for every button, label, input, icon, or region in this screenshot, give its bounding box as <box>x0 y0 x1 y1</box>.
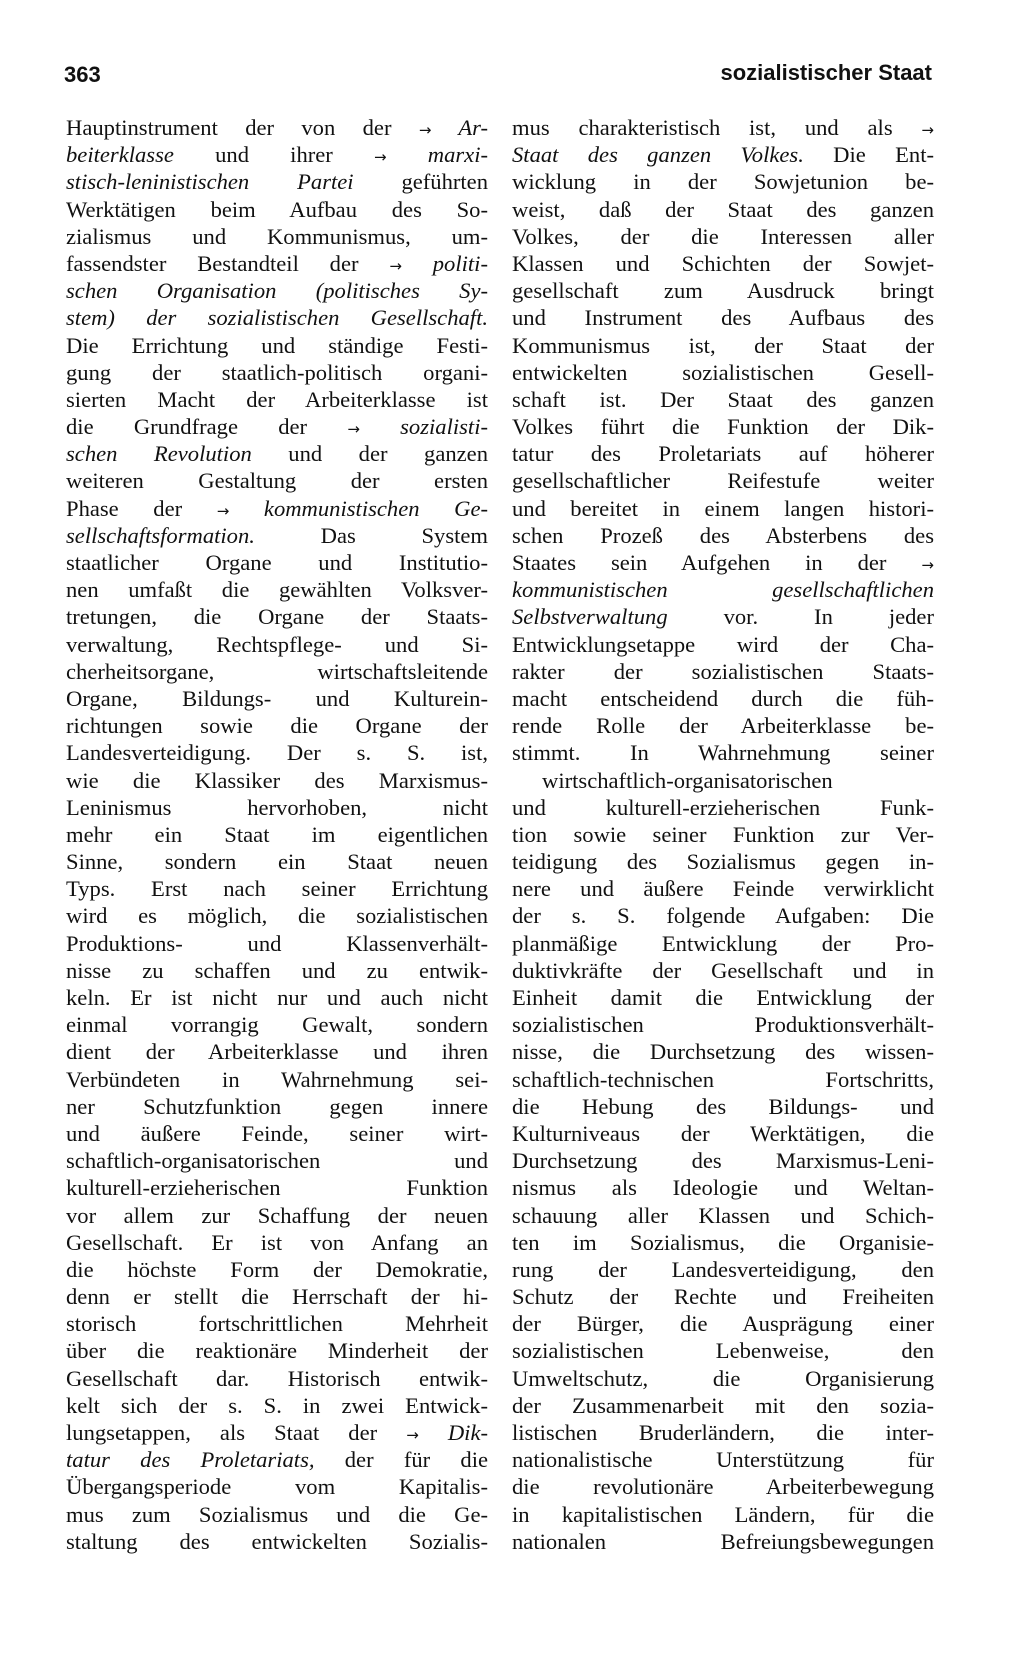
text-run: Entwicklungsetappe wird der Cha- <box>512 631 934 657</box>
text-run: vor. In jeder <box>667 604 934 630</box>
text-run: und ihrer <box>173 142 374 168</box>
text-line <box>66 767 488 794</box>
text-run: wirtschaftlich-organisatorischen <box>542 767 833 793</box>
text-run: schen Organisation (politisches Sy- <box>66 278 488 304</box>
text-line <box>512 1202 934 1229</box>
page-number: 363 <box>64 62 101 87</box>
text-line <box>512 1093 934 1120</box>
text-run: Hauptinstrument der von der <box>66 115 419 140</box>
text-line <box>66 1011 488 1038</box>
text-line <box>512 767 934 794</box>
text-line <box>512 495 934 522</box>
text-line <box>66 467 488 494</box>
arrow-icon: → <box>406 1426 419 1444</box>
text-run: sozialistischen Lebenweise, den <box>512 1338 934 1364</box>
text-run: beiterklasse <box>66 142 174 168</box>
text-run: fassendster Bestandteil der <box>66 250 390 276</box>
text-run: geführten <box>353 169 489 195</box>
text-line <box>66 1501 488 1528</box>
text-line <box>512 522 934 549</box>
text-line <box>512 984 934 1011</box>
text-column-right <box>512 114 934 1555</box>
text-line <box>512 957 934 984</box>
text-run: Landesverteidigung. Der s. S. ist, <box>66 740 488 766</box>
text-run: ner Schutzfunktion gegen innere <box>66 1093 488 1119</box>
arrow-icon: → <box>418 121 432 139</box>
text-line <box>66 1256 488 1283</box>
text-line <box>66 1229 488 1256</box>
text-line <box>512 440 934 467</box>
arrow-icon: → <box>921 121 934 139</box>
text-run: und bereitet in einem langen histori- <box>512 495 934 521</box>
text-run: Kulturniveaus der Werktätigen, die <box>512 1120 934 1146</box>
text-run: Leninismus hervorhoben, nicht <box>66 794 488 820</box>
text-run: Typs. Erst nach seiner Errichtung <box>66 876 488 902</box>
text-run: sellschaftsformation. <box>66 522 255 548</box>
text-run: schaft ist. Der Staat des ganzen <box>512 386 934 412</box>
text-line <box>512 1283 934 1310</box>
text-run: kelt sich der s. S. in zwei Entwick- <box>66 1392 488 1418</box>
text-line <box>512 603 934 630</box>
text-line <box>66 277 488 304</box>
text-line <box>66 1473 488 1500</box>
text-line <box>512 1419 934 1446</box>
text-line <box>512 1337 934 1364</box>
text-run: nere und äußere Feinde verwirklicht <box>512 876 934 902</box>
text-line <box>512 658 934 685</box>
text-line <box>512 141 934 168</box>
text-line <box>66 1392 488 1419</box>
text-line <box>66 930 488 957</box>
text-line <box>512 576 934 603</box>
text-run: stem) der sozialistischen Gesellschaft. <box>66 305 488 331</box>
text-run: weiteren Gestaltung der ersten <box>66 468 488 494</box>
text-run: und kulturell-erzieherischen Funk- <box>512 794 934 820</box>
text-line <box>66 1365 488 1392</box>
text-line <box>66 1038 488 1065</box>
text-run: macht entscheidend durch die füh- <box>512 685 934 711</box>
text-run: Die Ent- <box>803 142 934 168</box>
text-line <box>66 821 488 848</box>
text-run: mus charakteristisch ist, und als <box>512 115 922 140</box>
text-run: nationalistische Unterstützung für <box>512 1447 934 1473</box>
text-run: denn er stellt die Herrschaft der hi- <box>66 1284 488 1310</box>
text-run: und der ganzen <box>251 441 488 467</box>
text-line <box>512 1011 934 1038</box>
text-line <box>66 332 488 359</box>
text-run: listischen Bruderländern, die inter- <box>512 1420 934 1445</box>
text-line <box>66 196 488 223</box>
text-run: Verbündeten in Wahrnehmung sei- <box>66 1066 488 1092</box>
text-line <box>512 794 934 821</box>
text-run: staatlicher Organe und Institutio- <box>66 550 488 575</box>
text-line <box>66 712 488 739</box>
text-line <box>512 413 934 440</box>
text-line <box>66 1446 488 1473</box>
text-run: nisse zu schaffen und zu entwik- <box>66 957 488 983</box>
arrow-icon: → <box>216 501 230 520</box>
text-run: nisse, die Durchsetzung des wissen- <box>512 1039 934 1065</box>
text-run: die Hebung des Bildungs- und <box>512 1093 934 1119</box>
text-run: Gesellschaft. Er ist von Anfang an <box>66 1229 488 1255</box>
text-run: Durchsetzung des Marxismus-Leni- <box>512 1148 934 1174</box>
text-run: Dik- <box>418 1420 488 1445</box>
text-line <box>66 875 488 902</box>
text-line <box>512 1501 934 1528</box>
text-line <box>512 1066 934 1093</box>
text-run: schen Revolution <box>66 441 252 467</box>
text-run: zialismus und Kommunismus, um- <box>66 223 488 249</box>
text-run: dient der Arbeiterklasse und ihren <box>66 1039 488 1065</box>
text-run: der Bürger, die Ausprägung einer <box>512 1311 934 1337</box>
text-run: weist, daß der Staat des ganzen <box>512 196 934 222</box>
text-run: cherheitsorgane, wirtschaftsleitende <box>66 658 488 684</box>
text-run: sierten Macht der Arbeiterklasse ist <box>66 386 488 412</box>
text-line <box>66 549 488 576</box>
text-line <box>512 277 934 304</box>
text-line <box>66 848 488 875</box>
text-line <box>512 712 934 739</box>
text-run: teidigung des Sozialismus gegen in- <box>512 849 934 875</box>
text-line <box>512 1446 934 1473</box>
text-run: Einheit damit die Entwicklung der <box>512 985 934 1010</box>
text-line <box>512 250 934 277</box>
text-run: politi- <box>401 250 488 276</box>
text-run: Kommunismus ist, der Staat der <box>512 332 934 358</box>
text-run: Produktions- und Klassenverhält- <box>66 930 488 956</box>
text-run: kulturell-erzieherischen Funktion <box>66 1175 488 1201</box>
text-run: verwaltung, Rechtspflege- und Si- <box>66 631 488 657</box>
text-run: sozialistischen Produktionsverhält- <box>512 1012 934 1038</box>
text-line <box>66 902 488 929</box>
running-head: sozialistischer Staat <box>720 60 932 85</box>
text-line <box>66 440 488 467</box>
text-line <box>66 984 488 1011</box>
text-run: rakter der sozialistischen Staats- <box>512 658 934 684</box>
text-line <box>512 1365 934 1392</box>
text-run: staltung des entwickelten Sozialis- <box>66 1528 488 1554</box>
text-line <box>512 1120 934 1147</box>
text-run: gesellschaft zum Ausdruck bringt <box>512 278 934 304</box>
arrow-icon: → <box>921 556 934 574</box>
text-line <box>66 576 488 603</box>
text-line <box>66 250 488 277</box>
text-line <box>66 631 488 658</box>
text-line <box>512 821 934 848</box>
text-run: schauung aller Klassen und Schich- <box>512 1202 934 1228</box>
text-run: wicklung in der Sowjetunion be- <box>512 169 934 195</box>
text-line <box>66 1202 488 1229</box>
text-run: die revolutionäre Arbeiterbewegung <box>512 1474 934 1500</box>
text-run: mus zum Sozialismus und die Ge- <box>66 1501 488 1527</box>
text-run: ten im Sozialismus, die Organisie- <box>512 1229 934 1255</box>
text-run: Volkes, der die Interessen aller <box>512 223 934 249</box>
text-line <box>512 1147 934 1174</box>
text-line <box>512 467 934 494</box>
text-run: Ar- <box>431 115 489 140</box>
text-run: der für die <box>314 1447 488 1473</box>
text-run: schaftlich-organisatorischen und <box>66 1148 488 1174</box>
text-run: entwickelten sozialistischen Gesell- <box>512 359 934 385</box>
text-run: in kapitalistischen Ländern, für die <box>512 1501 934 1527</box>
text-line <box>512 631 934 658</box>
text-run: duktivkräfte der Gesellschaft und in <box>512 957 934 983</box>
text-run: Werktätigen beim Aufbau des So- <box>66 196 488 222</box>
text-run: nen umfaßt die gewählten Volksver- <box>66 577 488 603</box>
text-line <box>66 495 488 522</box>
text-line <box>512 114 934 141</box>
text-run: der Zusammenarbeit mit den sozia- <box>512 1392 934 1418</box>
text-run: Gesellschaft dar. Historisch entwik- <box>66 1365 488 1391</box>
text-run: Staat des ganzen Volkes. <box>512 142 804 168</box>
text-run: der s. S. folgende Aufgaben: Die <box>512 903 934 929</box>
text-run: richtungen sowie die Organe der <box>66 713 488 739</box>
text-line <box>512 386 934 413</box>
text-line <box>512 1229 934 1256</box>
text-line <box>66 386 488 413</box>
text-run: Sinne, sondern ein Staat neuen <box>66 849 488 875</box>
text-line <box>66 1174 488 1201</box>
text-run: und Instrument des Aufbaus des <box>512 305 934 331</box>
text-line <box>66 1310 488 1337</box>
text-run: gung der staatlich-politisch organi- <box>66 359 488 385</box>
text-line <box>512 848 934 875</box>
text-run: Phase der <box>66 495 217 521</box>
text-column-left <box>66 114 488 1555</box>
text-run: und äußere Feinde, seiner wirt- <box>66 1120 488 1146</box>
text-run: Übergangsperiode vom Kapitalis- <box>66 1474 488 1500</box>
text-line <box>66 1419 488 1446</box>
text-run: stimmt. In Wahrnehmung seiner <box>512 740 934 766</box>
text-run: nismus als Ideologie und Weltan- <box>512 1175 934 1201</box>
text-line <box>66 413 488 440</box>
text-run: kommunistischen Ge- <box>229 495 488 521</box>
text-run: lungsetappen, als Staat der <box>66 1420 407 1445</box>
text-line <box>512 902 934 929</box>
text-run: rende Rolle der Arbeiterklasse be- <box>512 713 934 739</box>
text-run: keln. Er ist nicht nur und auch nicht <box>66 985 488 1010</box>
text-run: kommunistischen gesellschaftlichen <box>512 577 934 603</box>
text-line <box>66 359 488 386</box>
text-line <box>512 875 934 902</box>
text-line <box>512 739 934 766</box>
text-run: planmäßige Entwicklung der Pro- <box>512 930 934 956</box>
text-run: die höchste Form der Demokratie, <box>66 1256 488 1282</box>
text-run: gesellschaftlicher Reifestufe weiter <box>512 468 934 494</box>
text-line <box>512 359 934 386</box>
arrow-icon: → <box>374 148 387 167</box>
arrow-icon: → <box>389 256 402 275</box>
text-run: Organe, Bildungs- und Kulturein- <box>66 685 488 711</box>
text-line <box>66 1283 488 1310</box>
text-run: schaftlich-technischen Fortschritts, <box>512 1066 934 1092</box>
text-line <box>66 168 488 195</box>
text-run: sozialisti- <box>359 414 489 440</box>
arrow-icon: → <box>347 420 360 439</box>
text-run: tatur des Proletariats, <box>66 1447 315 1473</box>
text-run: Staates sein Aufgehen in der <box>512 550 922 575</box>
text-line <box>512 685 934 712</box>
text-run: tretungen, die Organe der Staats- <box>66 604 488 630</box>
text-line <box>66 658 488 685</box>
text-run: Umweltschutz, die Organisierung <box>512 1365 934 1391</box>
text-run: stisch-leninistischen Partei <box>66 169 354 195</box>
text-line <box>512 1473 934 1500</box>
text-line <box>66 1147 488 1174</box>
text-line <box>66 1066 488 1093</box>
text-line <box>66 685 488 712</box>
text-line <box>66 114 488 141</box>
text-run: die Grundfrage der <box>66 414 348 440</box>
text-run: wie die Klassiker des Marxismus- <box>66 767 488 793</box>
text-run: über die reaktionäre Minderheit der <box>66 1338 488 1364</box>
text-line <box>512 168 934 195</box>
text-run: mehr ein Staat im eigentlichen <box>66 821 488 847</box>
text-line <box>512 223 934 250</box>
text-line <box>512 1256 934 1283</box>
text-line <box>512 196 934 223</box>
text-line <box>512 1038 934 1065</box>
text-run: Selbstverwaltung <box>512 604 668 630</box>
text-run: tatur des Proletariats auf höherer <box>512 441 934 467</box>
text-line <box>66 1528 488 1555</box>
text-run: tion sowie seiner Funktion zur Ver- <box>512 821 934 847</box>
text-run: Schutz der Rechte und Freiheiten <box>512 1284 934 1310</box>
text-line <box>66 522 488 549</box>
text-line <box>512 1528 934 1555</box>
text-line <box>66 739 488 766</box>
text-line <box>512 1392 934 1419</box>
text-line <box>512 332 934 359</box>
text-run: Das System <box>254 522 488 548</box>
text-run: storisch fortschrittlichen Mehrheit <box>66 1311 488 1337</box>
text-line <box>66 223 488 250</box>
text-line <box>512 304 934 331</box>
text-run: schen Prozeß des Absterbens des <box>512 522 934 548</box>
text-run: Volkes führt die Funktion der Dik- <box>512 414 934 440</box>
text-run: Klassen und Schichten der Sowjet- <box>512 250 934 276</box>
text-line <box>66 794 488 821</box>
text-run: Die Errichtung und ständige Festi- <box>66 332 488 358</box>
text-run: wird es möglich, die sozialistischen <box>66 903 488 929</box>
text-line <box>66 603 488 630</box>
text-line <box>66 1337 488 1364</box>
text-line <box>66 1093 488 1120</box>
text-run: rung der Landesverteidigung, den <box>512 1256 934 1282</box>
text-line <box>66 957 488 984</box>
text-line <box>512 549 934 576</box>
text-line <box>512 1174 934 1201</box>
text-line <box>512 1310 934 1337</box>
text-line <box>66 304 488 331</box>
text-run: einmal vorrangig Gewalt, sondern <box>66 1012 488 1038</box>
text-line <box>66 141 488 168</box>
text-line <box>66 1120 488 1147</box>
page-header <box>64 58 932 94</box>
text-run: nationalen Befreiungsbewegungen <box>512 1528 934 1554</box>
text-line <box>512 930 934 957</box>
text-run: vor allem zur Schaffung der neuen <box>66 1202 488 1228</box>
text-run: marxi- <box>386 142 488 168</box>
